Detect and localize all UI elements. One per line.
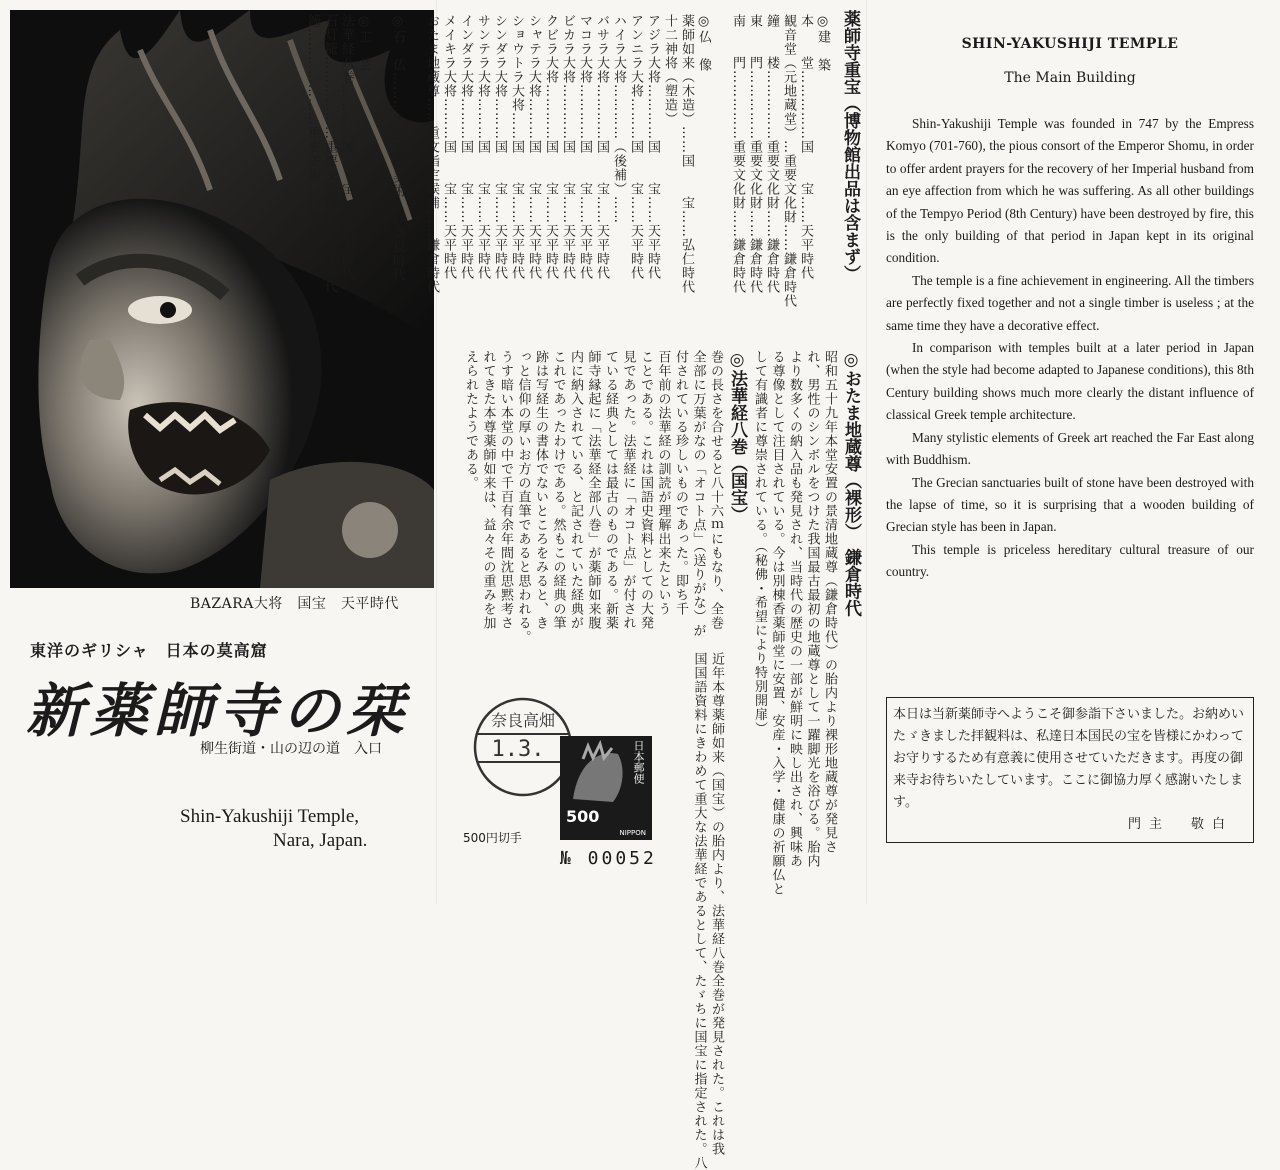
otama-jizo-text: [750, 350, 838, 896]
visitor-notice-box: [886, 697, 1254, 843]
treasure-entry: バサラ大将…………国 宝……天平時代: [594, 14, 609, 280]
treasure-entry: 石灯籠………………重要文化財……天平時代: [322, 14, 337, 294]
text-column: ことである。これは国語史資料としての大発: [638, 350, 653, 630]
treasure-entry: クビラ大将…………国 宝……天平時代: [543, 14, 558, 280]
notice-signature: 門主 敬白: [1127, 817, 1233, 832]
treasure-entry: ◎仏 像: [696, 14, 711, 72]
text-column: して有識者に尊崇されている。（秘佛・希望により特別開扉）: [752, 350, 767, 736]
otama-jizo-heading: ◎おたま地蔵尊（裸形） 鎌倉時代: [841, 350, 861, 617]
text-column: っと信仰の厚いお方の直筆であると思われる。: [515, 350, 531, 644]
treasure-entry: ◎建 築: [815, 14, 830, 72]
tagline: 東洋のギリシャ 日本の莫高窟: [30, 641, 268, 660]
treasure-entry: 本 堂……………国 宝……天平時代: [798, 14, 813, 280]
treasure-entry: マコラ大将…………国 宝……天平時代: [577, 14, 592, 280]
treasure-entry: ◎石 仏……………重要美術……奈良時代: [390, 14, 405, 282]
treasure-entry: 鐘…………………重要美術……室町時代: [305, 14, 320, 266]
postage-stamp: [560, 736, 652, 840]
treasure-entry: 法華経八巻…………国 宝……天平時代: [339, 14, 354, 280]
english-temple-name: Shin-Yakushiji Temple,: [180, 806, 360, 827]
treasure-entry: 東 門……………重要文化財……鎌倉時代: [747, 14, 762, 294]
treasures-title: 薬師寺重宝（博物館出品は含まず）: [840, 10, 860, 282]
treasure-entry: シンダラ大将………国 宝……天平時代: [492, 14, 507, 280]
treasure-entry: [372, 14, 388, 324]
treasure-entry: インダラ大将………国 宝……天平時代: [458, 14, 473, 280]
serial-number: № 00052: [560, 848, 657, 869]
text-column: 百年前の法華経の訓読が理解出来たという: [655, 350, 671, 616]
text-column: ている経典としては最古のものである。新薬: [603, 350, 618, 630]
treasure-entry: アジラ大将…………国 宝……天平時代: [645, 14, 660, 280]
text-column: これであったわけである。然もこの経典の筆: [550, 350, 566, 630]
stamp-figure-icon: [568, 744, 630, 806]
treasure-entry: ◎工 芸: [356, 14, 371, 72]
text-column: 巻の長さを合せると八十六ｍにもなり、全巻: [708, 350, 723, 630]
stamp-country: 日本郵便: [632, 740, 645, 784]
paragraph: In comparison with temples built at a later period in Japan (when the style had become adapted to Japanese conditions), this 8th Century building shows much more clearly the distant influence of classical Greek temple architecture.: [886, 340, 1254, 423]
treasure-entry: ショウトラ大将……国 宝……天平時代: [509, 14, 524, 280]
paragraph: The Grecian sanctuaries built of stone have been destroyed with the lapse of time, so it is surprising that a wooden building of Grecian style has been in Japan.: [886, 474, 1254, 535]
hokekyo-heading: ◎法華経八巻（国宝）: [727, 350, 747, 523]
english-title: SHIN-YAKUSHIJI TEMPLE: [961, 36, 1179, 52]
text-column: 近年本尊薬師如来（国宝）の胎内より、法華経八巻全巻が発見された。これは我: [709, 652, 724, 1156]
text-column: 内に納入されている、と記されていた経典が: [568, 350, 583, 630]
treasure-entry: [406, 14, 422, 324]
english-subtitle: The Main Building: [1004, 70, 1136, 86]
text-column: 師寺縁起に「法華経全部八巻」が薬師如来腹: [585, 350, 601, 630]
notice-text: 本日は当新薬師寺へようこそ御参詣下さいました。お納めいたゞきました拝観料は、私達日本国民の宝を皆様にかわってお守りするため有意義に使用させていただきます。再度の御来寺お待ちいたしています。ここに御協力厚く感謝いたします。: [893, 707, 1245, 810]
stamp-price-label: 500円切手: [463, 831, 522, 845]
hokekyo-text: [438, 350, 724, 650]
paragraph: Shin-Yakushiji Temple was founded in 747 by the Empress Komyo (701-760), the pious consort of the Emperor Shomu, in order to offer ardent prayers for the recovery of her Imperial husband from an eye affection from which he was suffering. As all other buildings of the Tempyo Period (8th Century) have been destroyed by fire, this is the only building of that period in Japan kept in its original condition.: [886, 116, 1254, 266]
treasure-list: [305, 14, 830, 324]
text-column: る尊像として注目されている。今は別棟香薬師堂に安置、安産・入学・健康の祈願仏と: [769, 350, 785, 896]
text-column: 昭和五十九年本堂安置の景清地蔵尊（鎌倉時代）の胎内より裸形地蔵尊が発見さ: [822, 350, 837, 854]
treasure-entry: ハイラ大将…………（後補）……: [611, 14, 626, 224]
hokekyo-text-long: [680, 652, 725, 1170]
text-column: より数多くの納入品も発見され、当時代の歴史の一部が鮮明に映し出され、興味あ: [787, 350, 802, 868]
text-column: 国国語資料にきわめて重大な法華経であるとして、たゞちに国宝に指定された。八: [691, 652, 707, 1170]
stamp-brand: NIPPON: [619, 829, 646, 837]
treasure-entry: シャテラ大将………国 宝……天平時代: [526, 14, 541, 280]
treasure-entry: 観音堂（元地蔵堂）…重要文化財……鎌倉時代: [781, 14, 796, 308]
paragraph: The temple is a fine achievement in engineering. All the timbers are perfectly fixed together and not a single timber is useless ; at the same time they have a decorative effect.: [886, 272, 1254, 333]
postmark-date: 1.3.: [491, 737, 545, 762]
stamp-value: 500: [566, 807, 600, 826]
treasure-entry: 薬師如来（木造）……国 宝……弘仁時代: [679, 14, 694, 294]
treasure-entry: アンニラ大将………国 宝……天平時代: [628, 14, 643, 280]
paragraph: This temple is priceless hereditary cultural treasure of our country.: [886, 541, 1254, 580]
treasure-entry: [712, 14, 728, 324]
treasure-entry: 鐘 楼……………重要文化財……鎌倉時代: [764, 14, 779, 294]
treasure-entry: メイキラ大将………国 宝……天平時代: [441, 14, 456, 280]
treasure-entry: 南 門……………重要文化財……鎌倉時代: [730, 14, 745, 294]
text-column: 付されている珍しいものであった。即ち千: [673, 350, 688, 616]
directions: 柳生街道・山の辺の道 入口: [200, 741, 382, 757]
treasure-entry: サンテラ大将………国 宝……天平時代: [475, 14, 490, 280]
text-column: 跡は写経生の書体でないところをみると、き: [533, 350, 548, 630]
treasure-entry: おたま地蔵尊……重文指定候補……鎌倉時代: [424, 14, 439, 294]
postmark-place: 奈良高畑: [490, 711, 556, 730]
photo-caption: BAZARA大将 国宝 天平時代: [190, 596, 399, 612]
text-column: 全部に万葉がなの「オコト点」（送りがな）が: [690, 350, 706, 638]
treasure-entry: 十二神将（塑造）: [662, 14, 677, 126]
english-location: Nara, Japan.: [273, 830, 368, 851]
treasure-entry: ビカラ大将…………国 宝……天平時代: [560, 14, 575, 280]
text-column: れてきた本尊薬師如来は、益々その重みを加: [480, 350, 496, 630]
text-column: 見であった。法華経に「オコト点」が付され: [620, 350, 636, 630]
temple-title-jp: 新薬師寺の栞: [26, 677, 411, 745]
text-column: うす暗い本堂の中で千百有余年間沈思黙考さ: [498, 350, 513, 630]
text-column: れ、男性のシンボルをつけた我国最古最初の地蔵尊として一躍脚光を浴びる。胎内: [804, 350, 820, 868]
paragraph: Many stylistic elements of Greek art reached the Far East along with Buddhism.: [886, 429, 1254, 468]
english-body: [886, 113, 1254, 584]
text-column: えられたようである。: [463, 350, 478, 490]
